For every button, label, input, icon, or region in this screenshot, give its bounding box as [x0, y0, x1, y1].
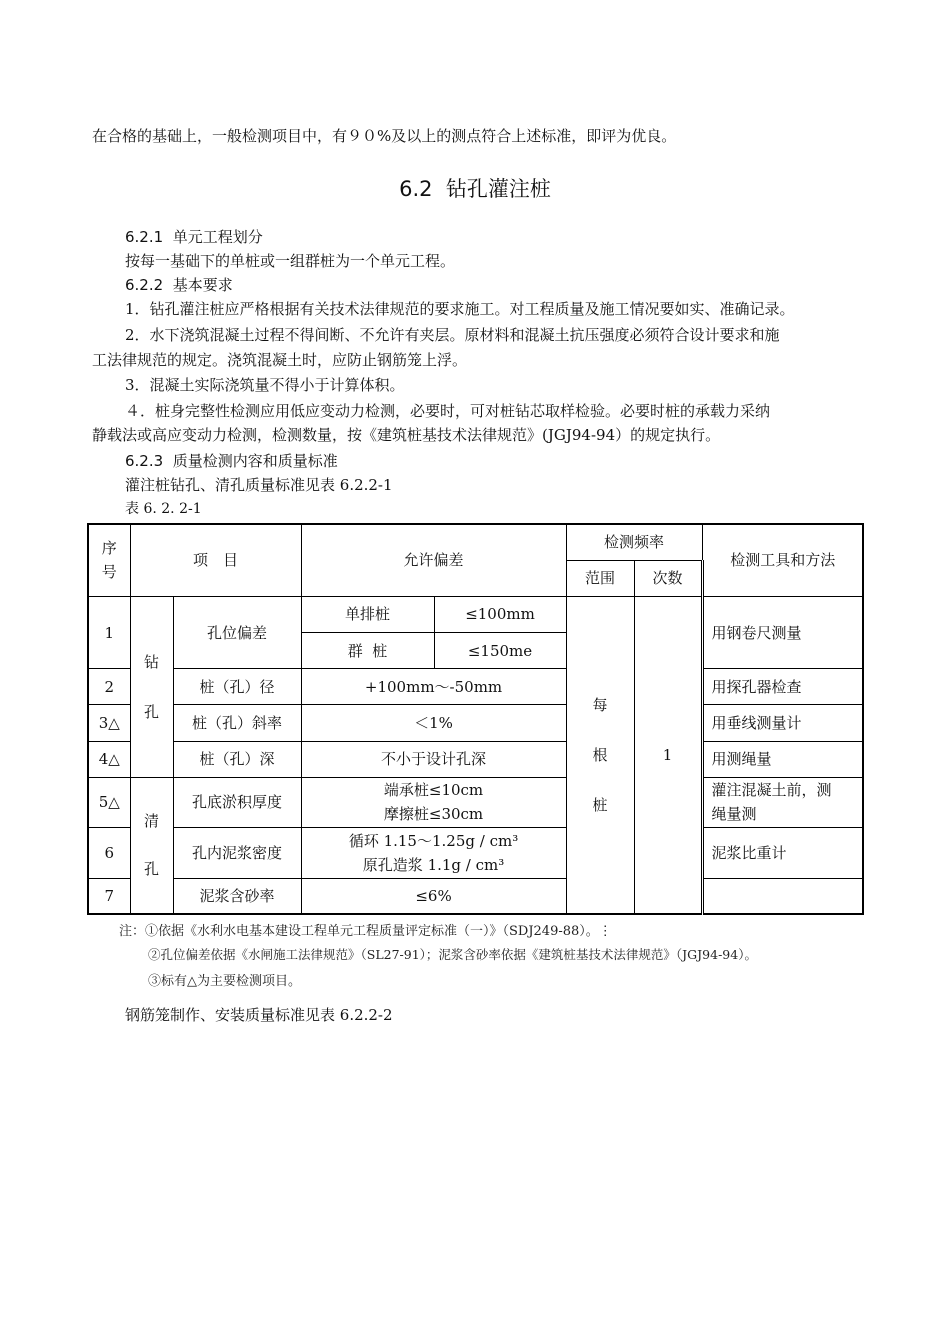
tolerance-line-2: 原孔造浆 1.1g / cm³ — [362, 856, 505, 875]
row-tolerance: ＜1% — [301, 705, 566, 741]
group-clean: 清孔 — [130, 777, 173, 914]
note-2: ②孔位偏差依据《水闸施工法律规范》（SL27-91）；泥浆含砂率依据《建筑桩基技术法律规范》（JGJ94-94）。 — [148, 947, 757, 962]
row-method: 用垂线测量计 — [702, 705, 863, 741]
row-seq: 6 — [88, 827, 130, 878]
table-row — [88, 879, 863, 914]
requirement-2-cont: 工法律规范的规定。浇筑混凝土时，应防止钢筋笼上浮。 — [92, 351, 468, 369]
quality-standard-table — [87, 523, 864, 915]
header-row-1 — [88, 524, 863, 560]
table-row — [88, 777, 863, 827]
table-row — [88, 669, 863, 705]
note-1: 注：①依据《水利水电基本建设工程单元工程质量评定标准（一）》（SDJ249-88）。⋮ — [119, 924, 612, 939]
row-seq: 3△ — [88, 705, 130, 741]
sub-label-single: 单排桩 — [301, 596, 434, 632]
tolerance-line-1: 循环 1.15～1.25g / cm³ — [348, 832, 519, 851]
heading-6-2-2: 6.2.2 基本要求 — [125, 276, 233, 294]
header-seq: 序号 — [88, 524, 130, 596]
row-method: 用测绳量 — [702, 741, 863, 777]
method-line-2: 绳量测 — [711, 805, 757, 824]
row-tolerance: +100mm～-50mm — [301, 669, 566, 705]
header-frequency: 检测频率 — [566, 524, 702, 560]
text-6-2-1: 按每一基础下的单桩或一组群桩为一个单元工程。 — [125, 252, 456, 270]
row-seq: 5△ — [88, 777, 130, 827]
table-caption: 表 6. 2. 2-1 — [125, 501, 202, 517]
requirement-4: ４．桩身完整性检测应用低应变动力检测，必要时，可对桩钻芯取样检验。必要时桩的承载力采纳 — [125, 402, 771, 420]
table-row — [88, 827, 863, 878]
heading-6-2-1: 6.2.1 单元工程划分 — [125, 228, 263, 246]
closing-line: 钢筋笼制作、安装质量标准见表 6.2.2-2 — [125, 1006, 393, 1024]
row-seq: 4△ — [88, 741, 130, 777]
row-item: 泥浆含砂率 — [173, 879, 301, 914]
requirement-1: 1．钻孔灌注桩应严格根据有关技术法律规范的要求施工。对工程质量及施工情况要如实、准确记录。 — [125, 300, 795, 318]
text-6-2-3: 灌注桩钻孔、清孔质量标准见表 6.2.2-1 — [125, 476, 393, 494]
table-row — [88, 705, 863, 741]
header-method: 检测工具和方法 — [702, 524, 863, 596]
row-tolerance — [301, 827, 566, 878]
section-title: 6.2 钻孔灌注桩 — [399, 177, 551, 201]
count-cell: 1 — [634, 596, 702, 914]
header-tolerance: 允许偏差 — [301, 524, 566, 596]
row-method: 用钢卷尺测量 — [702, 596, 863, 668]
table-row — [88, 741, 863, 777]
group-drill: 钻孔 — [130, 596, 173, 777]
tolerance-line-1: 端承桩≤10cm — [383, 781, 484, 800]
tolerance-line-2: 摩擦桩≤30cm — [383, 805, 484, 824]
range-cell: 每根桩 — [566, 596, 634, 914]
row-item: 桩（孔）斜率 — [173, 705, 301, 741]
row-item: 桩（孔）深 — [173, 741, 301, 777]
header-range: 范围 — [566, 560, 634, 596]
sub-label-group: 群 桩 — [301, 633, 434, 669]
row-seq: 2 — [88, 669, 130, 705]
row-item: 孔底淤积厚度 — [173, 777, 301, 827]
heading-6-2-3: 6.2.3 质量检测内容和质量标准 — [125, 452, 338, 470]
row-seq: 1 — [88, 596, 130, 668]
header-count: 次数 — [634, 560, 702, 596]
intro-line: 在合格的基础上，一般检测项目中，有９０%及以上的测点符合上述标准，即评为优良。 — [92, 127, 677, 145]
requirement-3: 3．混凝土实际浇筑量不得小于计算体积。 — [125, 376, 405, 394]
requirement-2: 2．水下浇筑混凝土过程不得间断、不允许有夹层。原材料和混凝土抗压强度必须符合设计要求和施 — [125, 326, 780, 344]
row-method — [702, 777, 863, 827]
row-item: 桩（孔）径 — [173, 669, 301, 705]
row-method — [702, 879, 863, 914]
row-tolerance: 不小于设计孔深 — [301, 741, 566, 777]
row-method: 用探孔器检查 — [702, 669, 863, 705]
sub-value-single: ≤100mm — [434, 596, 566, 632]
header-item: 项 目 — [130, 524, 301, 596]
note-3: ③标有△为主要检测项目。 — [148, 974, 301, 989]
row-item: 孔位偏差 — [173, 596, 301, 668]
row-seq: 7 — [88, 879, 130, 914]
row-method: 泥浆比重计 — [702, 827, 863, 878]
row-item: 孔内泥浆密度 — [173, 827, 301, 878]
row-tolerance: ≤6% — [301, 879, 566, 914]
sub-value-group: ≤150me — [434, 633, 566, 669]
row-tolerance — [301, 777, 566, 827]
table-row — [88, 596, 863, 632]
requirement-4-cont: 静载法或高应变动力检测，检测数量，按《建筑桩基技术法律规范》(JGJ94-94）的规定执行。 — [92, 426, 721, 444]
method-line-1: 灌注混凝土前，测 — [711, 781, 832, 800]
